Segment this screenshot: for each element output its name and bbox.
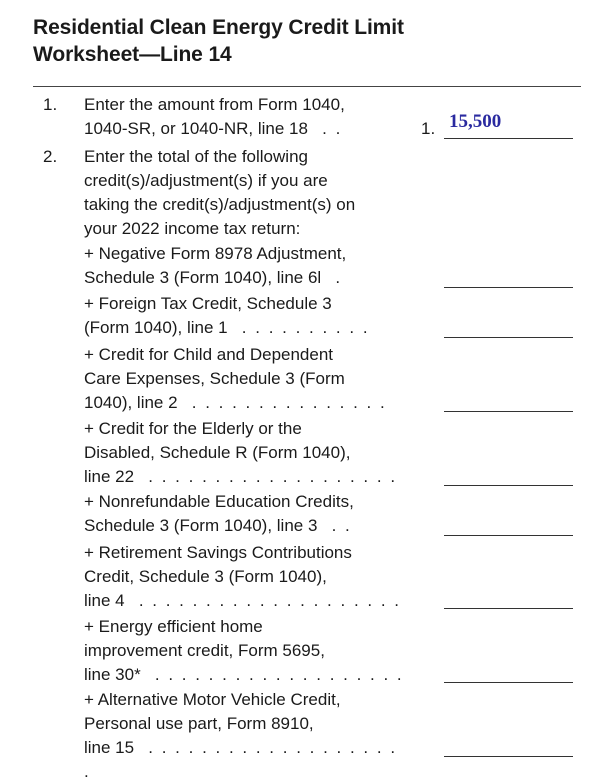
credit-item-line — [84, 514, 404, 538]
credit-item-line — [84, 465, 404, 489]
credit-item-foreign-tax — [84, 292, 404, 340]
elderly-amount-field[interactable] — [444, 485, 573, 486]
credit-item-line: + Foreign Tax Credit, Schedule 3 — [84, 294, 332, 313]
credit-item-line — [84, 266, 404, 290]
credit-item-education — [84, 490, 404, 538]
title-line-2: Worksheet—Line 14 — [33, 43, 232, 66]
leader-dots: . . — [331, 516, 352, 535]
credit-item-line: + Credit for Child and Dependent — [84, 345, 334, 364]
line-1-ref: 1. — [421, 119, 436, 138]
leader-dots: . . . . . . . . . . . . . . . . . . . — [148, 467, 398, 486]
credit-item-line: Care Expenses, Schedule 3 (Form — [84, 369, 345, 388]
foreign-tax-amount-field[interactable] — [444, 337, 573, 338]
credit-item-line-text: line 22 — [84, 467, 135, 486]
credit-item-line: + Retirement Savings Contributions — [84, 543, 352, 562]
credit-item-line-text: Schedule 3 (Form 1040), line 6l — [84, 268, 322, 287]
credit-item-child-care — [84, 343, 404, 415]
line-2-intro-1: Enter the total of the following — [84, 147, 308, 166]
leader-dots: . . . . . . . . . . . . . . . . . . . — [154, 665, 404, 684]
credit-item-line: + Alternative Motor Vehicle Credit, — [84, 690, 341, 709]
worksheet-title — [33, 14, 533, 68]
credit-item-line: + Nonrefundable Education Credits, — [84, 492, 354, 511]
credit-item-line-text: 1040), line 2 — [84, 393, 178, 412]
credit-item-line — [84, 391, 404, 415]
line-1-text — [84, 93, 404, 141]
leader-dots: . . . . . . . . . . . . . . . . . . . . — [84, 738, 398, 781]
negative-8978-amount-field[interactable] — [444, 287, 573, 288]
credit-item-line — [84, 736, 404, 784]
credit-item-line-text: line 15 — [84, 738, 135, 757]
line-2-intro-2: credit(s)/adjustment(s) if you are — [84, 171, 328, 190]
credit-item-line: Disabled, Schedule R (Form 1040), — [84, 443, 351, 462]
credit-item-negative-8978 — [84, 242, 404, 290]
title-line-1: Residential Clean Energy Credit Limit — [33, 16, 404, 39]
credit-item-line: Credit, Schedule 3 (Form 1040), — [84, 567, 327, 586]
title-divider — [33, 86, 581, 87]
line-2-intro — [84, 145, 404, 241]
line-1-text-b — [84, 117, 404, 141]
credit-item-line: + Negative Form 8978 Adjustment, — [84, 244, 347, 263]
energy-efficient-amount-field[interactable] — [444, 682, 573, 683]
credit-item-line-text: Schedule 3 (Form 1040), line 3 — [84, 516, 318, 535]
credit-item-line — [84, 316, 404, 340]
education-amount-field[interactable] — [444, 535, 573, 536]
credit-item-line-text: line 30* — [84, 665, 141, 684]
line-1-number: 1. — [43, 95, 58, 114]
credit-item-line-text: line 4 — [84, 591, 125, 610]
alt-motor-vehicle-amount-field[interactable] — [444, 756, 573, 757]
line-1-text-a: Enter the amount from Form 1040, — [84, 95, 345, 114]
line-2-number: 2. — [43, 147, 58, 166]
credit-item-alt-motor-vehicle — [84, 688, 404, 784]
leader-dots: . — [335, 268, 343, 287]
leader-dots: . . — [322, 119, 343, 138]
credit-item-line: Personal use part, Form 8910, — [84, 714, 314, 733]
line-1-amount-field[interactable] — [444, 138, 573, 139]
leader-dots: . . . . . . . . . . . . . . . . . . . . — [138, 591, 402, 610]
credit-item-elderly — [84, 417, 404, 489]
credit-item-line: improvement credit, Form 5695, — [84, 641, 325, 660]
leader-dots: . . . . . . . . . . — [241, 318, 370, 337]
credit-item-retirement — [84, 541, 404, 613]
line-2-intro-4: your 2022 income tax return: — [84, 219, 301, 238]
credit-item-line: + Energy efficient home — [84, 617, 263, 636]
child-care-amount-field[interactable] — [444, 411, 573, 412]
line-1-amount[interactable]: 15,500 — [449, 111, 502, 132]
line-1-text-b-label: 1040-SR, or 1040-NR, line 18 — [84, 119, 308, 138]
credit-item-energy-efficient — [84, 615, 404, 687]
line-2-intro-3: taking the credit(s)/adjustment(s) on — [84, 195, 356, 214]
credit-item-line: + Credit for the Elderly or the — [84, 419, 302, 438]
credit-item-line — [84, 589, 404, 613]
credit-item-line-text: (Form 1040), line 1 — [84, 318, 228, 337]
retirement-amount-field[interactable] — [444, 608, 573, 609]
credit-item-line — [84, 663, 404, 687]
leader-dots: . . . . . . . . . . . . . . . — [191, 393, 387, 412]
